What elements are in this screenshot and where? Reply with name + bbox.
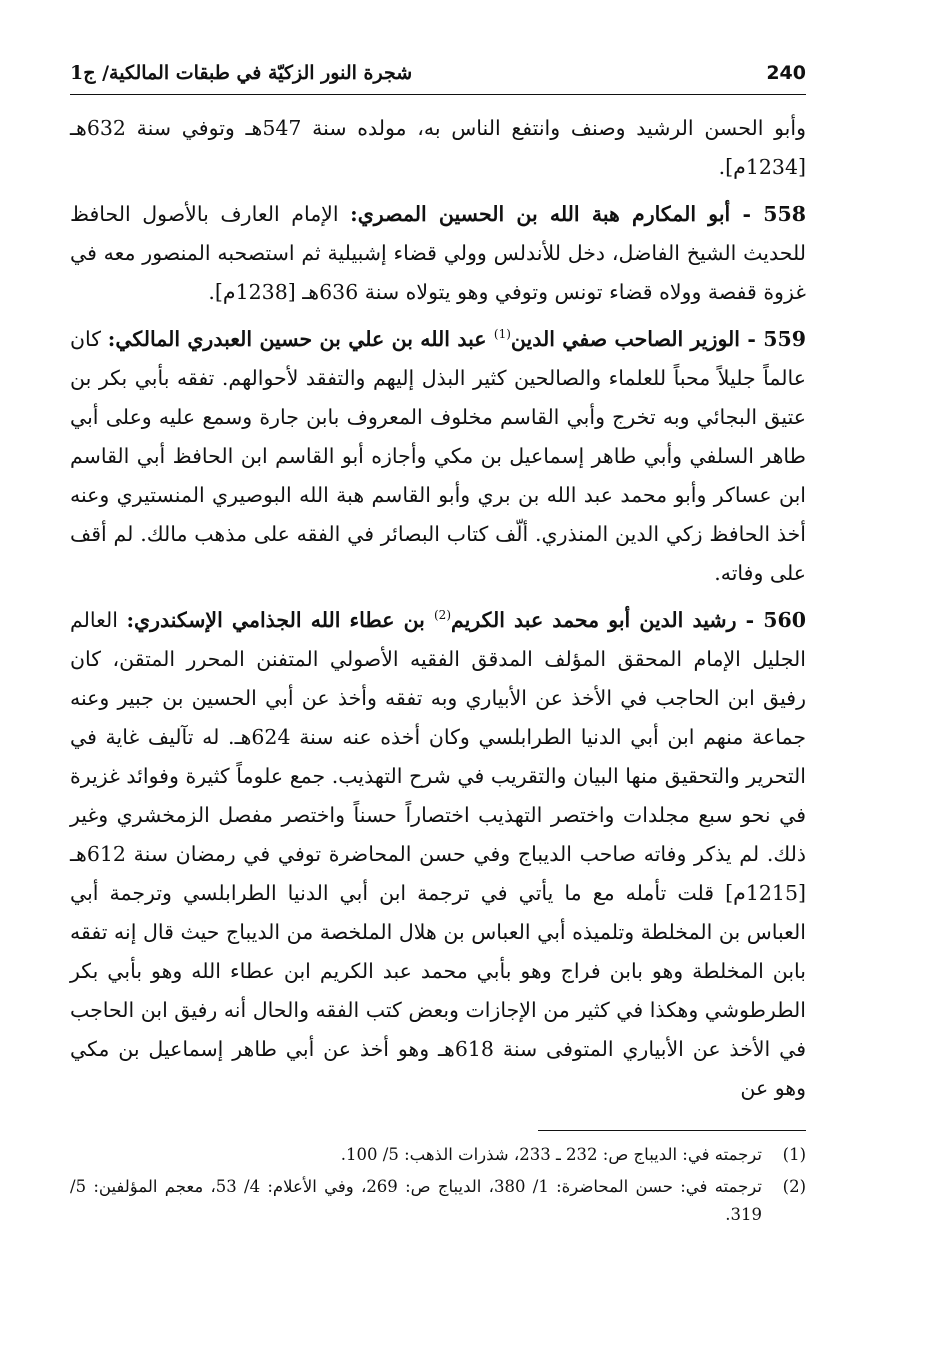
entry-text: كان عالماً جليلاً محباً للعلماء والصالحين كثير البذل إليهم والتفقد لأحوالهم. تفقه بأبي بكر بن عتيق البجائي وبه تخرج وأبي القاسم مخلوف المعروف بابن جارة وسمع عليه وعلى أبي طاهر السلفي وأبي طاهر إسماعيل بن مكي وأجازه أبو القاسم ابن الحافظ أبي القاسم ابن عساكر وأبو محمد عبد الله بن بري وأبو القاسم هبة الله البوصيري المنستيري وعنه أخذ الحافظ زكي الدين المنذري. ألّف كتاب البصائر في الفقه على مذهب مالك. لم أقف على وفاته.: [70, 327, 806, 585]
entry-heading: 558 - أبو المكارم هبة الله بن الحسين المصري:: [350, 202, 806, 226]
footnote-reference[interactable]: (2): [433, 608, 451, 623]
entry-558: [70, 195, 806, 312]
footnote-item: [70, 1141, 806, 1169]
entry-559: [70, 320, 806, 593]
footnotes: [70, 1141, 806, 1229]
entry-text: الإمام العارف بالأصول الحافظ للحديث الشيخ الفاضل، دخل للأندلس وولي قضاء إشبيلية ثم استصحبه المنصور معه في غزوة قفصة وولاه قضاء تونس وتوفي وهو يتولاه سنة 636هـ [1238م].: [70, 202, 806, 304]
running-header: [70, 62, 806, 95]
paragraph-continuation: [70, 109, 806, 187]
footnote-number: (2): [782, 1177, 806, 1196]
entry-heading-continued: بن عطاء الله الجذامي الإسكندري:: [126, 608, 434, 632]
entry-heading: 559 - الوزير الصاحب صفي الدين: [510, 327, 806, 351]
paragraph-text: وأبو الحسن الرشيد وصنف وانتفع الناس به، مولده سنة 547هـ وتوفي سنة 632هـ [1234م].: [70, 116, 806, 179]
footnote-divider: [538, 1130, 806, 1131]
entry-heading-continued: عبد الله بن علي بن حسين العبدري المالكي:: [107, 327, 494, 351]
entry-heading: 560 - رشيد الدين أبو محمد عبد الكريم: [451, 608, 806, 632]
footnote-reference[interactable]: (1): [493, 327, 511, 342]
footnote-text: ترجمته في: حسن المحاضرة: 1/ 380، الديباج ص: 269، وفي الأعلام: 4/ 53، معجم المؤلفين: 5/ 319.: [70, 1177, 762, 1224]
page-number: 240: [766, 62, 806, 84]
entry-text: العالم الجليل الإمام المحقق المؤلف المدقق الفقيه الأصولي المتفنن المحرر المتقن، كان رفيق ابن الحاجب في الأخذ عن الأبياري وبه تفقه وأخذ عن أبي الحسين بن جبير وعنه جماعة منهم ابن أبي الدنيا الطرابلسي وكان أخذه عنه سنة 624هـ. له تآليف غاية في التحرير والتحقيق منها البيان والتقريب في شرح التهذيب. جمع علوماً كثيرة وفوائد غزيرة في نحو سبع مجلدات واختصر التهذيب اختصاراً حسناً واختصر مفصل الزمخشري وغير ذلك. لم يذكر وفاته صاحب الديباج وفي حسن المحاضرة توفي في رمضان سنة 612هـ [1215م] قلت تأمله مع ما يأتي في ترجمة ابن أبي الدنيا الطرابلسي وترجمة أبي العباس بن المخلطة وتلميذه أبي العباس بن هلال الملخصة من الديباج حيث قال إنه تفقه بابن المخلطة وهو بابن فراج وهو بأبي محمد عبد الكريم ابن عطاء الله وهو بأبي بكر الطرطوشي وهكذا في كثير من الإجازات وبعض كتب الفقه والحال أنه رفيق ابن الحاجب في الأخذ عن الأبياري المتوفى سنة 618هـ وهو أخذ عن أبي طاهر إسماعيل بن مكي وهو عن: [70, 608, 807, 1100]
main-text: [70, 109, 806, 1108]
footnote-number: (1): [782, 1145, 806, 1164]
book-page: [70, 62, 806, 1233]
footnote-item: [70, 1173, 806, 1229]
entry-560: [70, 601, 806, 1108]
footnote-text: ترجمته في: الديباج ص: 232 ـ 233، شذرات الذهب: 5/ 100.: [340, 1145, 762, 1164]
book-title: شجرة النور الزكيّة في طبقات المالكية/ ج1: [70, 62, 413, 84]
